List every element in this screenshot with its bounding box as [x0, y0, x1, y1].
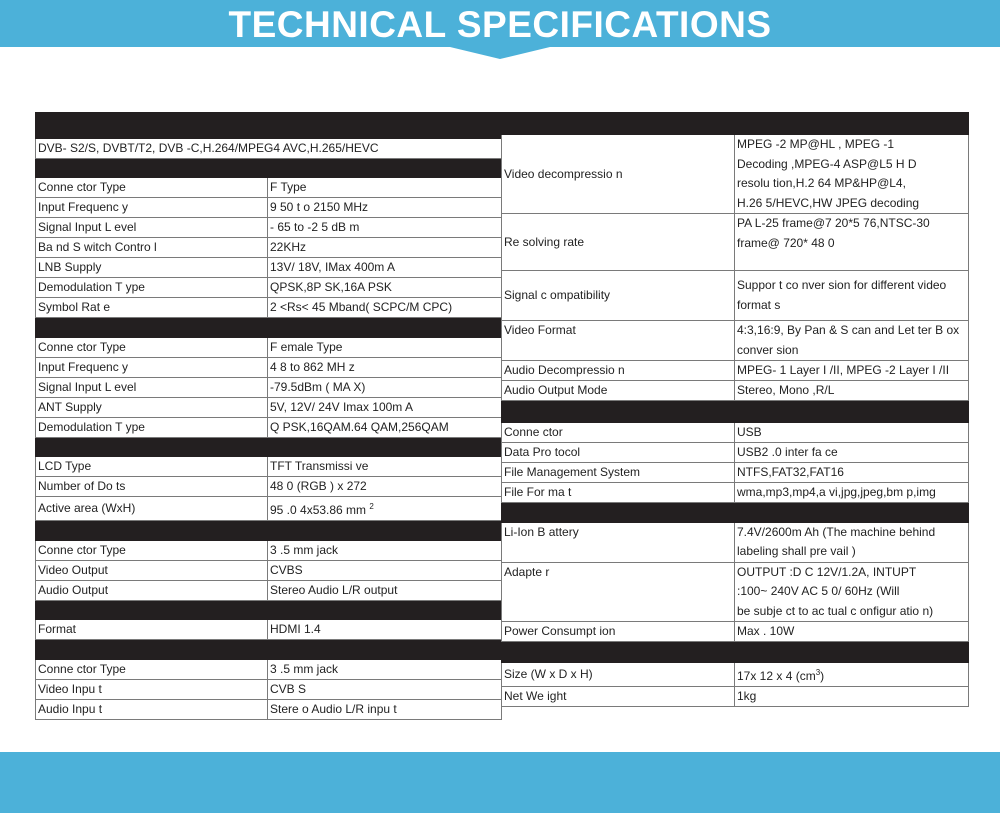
spec-value — [735, 321, 969, 361]
spec-value: - 65 to -2 5 dB m — [268, 218, 502, 238]
spec-row — [502, 271, 969, 321]
value-line: PA L-25 frame@7 20*5 76,NTSC-30 — [737, 216, 930, 230]
spec-label: Demodulation T ype — [36, 278, 268, 298]
value-line: :100~ 240V AC 5 0/ 60Hz (Will — [737, 584, 900, 598]
banner-pointer — [450, 47, 550, 59]
spec-value: USB2 .0 inter fa ce — [735, 443, 969, 463]
spec-label: Demodulation T ype — [36, 417, 268, 437]
unit-superscript: 2 — [369, 502, 374, 511]
left-spec-table — [35, 112, 502, 720]
spec-label: Signal Input L evel — [36, 218, 268, 238]
value-line: OUTPUT :D C 12V/1.2A, INTUPT — [737, 564, 917, 579]
section-header-lcd — [36, 437, 502, 457]
right-spec-table — [501, 112, 969, 707]
spec-label: Video decompressio n — [502, 135, 735, 214]
spec-row — [502, 321, 969, 361]
spec-row — [502, 687, 969, 707]
spec-value: 48 0 (RGB ) x 272 — [268, 477, 502, 497]
spec-label: File Management System — [502, 463, 735, 483]
spec-label: Data Pro tocol — [502, 443, 735, 463]
spec-value: 3 .5 mm jack — [268, 659, 502, 679]
spec-label: LCD Type — [36, 457, 268, 477]
right-spec-body — [502, 113, 969, 707]
page-title: TECHNICAL SPECIFICATIONS — [228, 4, 772, 45]
spec-label: Power Consumpt ion — [502, 622, 735, 642]
spec-label: Input Frequenc y — [36, 198, 268, 218]
spec-row — [36, 457, 502, 477]
spec-value: Stereo Audio L/R output — [268, 580, 502, 600]
spec-value: 13V/ 18V, IMax 400m A — [268, 258, 502, 278]
spec-row — [502, 423, 969, 443]
spec-value: Stere o Audio L/R inpu t — [268, 699, 502, 719]
spec-value: Stereo, Mono ,R/L — [735, 381, 969, 401]
spec-label: Li-Ion B attery — [502, 522, 735, 562]
spec-value: MPEG- 1 Layer I /II, MPEG -2 Layer I /II — [735, 361, 969, 381]
size-suffix: ) — [820, 669, 825, 683]
value-line: conver sion — [737, 342, 799, 357]
spec-label: Ba nd S witch Contro l — [36, 238, 268, 258]
system-standards: DVB- S2/S, DVBT/T2, DVB -C,H.264/MPEG4 AVC,H.265/HEVC — [36, 139, 502, 159]
spec-row — [36, 699, 502, 719]
spec-value: USB — [735, 423, 969, 443]
size-value: 17x 12 x 4 (cm — [737, 669, 816, 683]
spec-row — [36, 620, 502, 640]
spec-value: CVBS — [268, 560, 502, 580]
spec-label: Audio Decompressio n — [502, 361, 735, 381]
spec-label: Symbol Rat e — [36, 298, 268, 318]
spec-row — [502, 361, 969, 381]
spec-row-system — [36, 139, 502, 159]
spec-row — [502, 463, 969, 483]
spec-row — [36, 258, 502, 278]
spec-value — [735, 522, 969, 562]
spec-value: 2 <Rs< 45 Mband( SCPC/M CPC) — [268, 298, 502, 318]
spec-row — [36, 580, 502, 600]
spec-value — [735, 214, 969, 271]
spec-value: Max . 10W — [735, 622, 969, 642]
spec-row — [36, 659, 502, 679]
spec-label: Conne ctor Type — [36, 659, 268, 679]
spec-row — [36, 477, 502, 497]
spec-label: Video Output — [36, 560, 268, 580]
spec-row — [36, 218, 502, 238]
spec-label: Signal Input L evel — [36, 377, 268, 397]
spec-row — [36, 198, 502, 218]
value-line: Decoding ,MPEG-4 ASP@L5 H D — [737, 156, 917, 171]
spec-row — [36, 238, 502, 258]
spec-label: Format — [36, 620, 268, 640]
spec-label: Conne ctor Type — [36, 337, 268, 357]
spec-label: Conne ctor — [502, 423, 735, 443]
value-line: frame@ 720* 48 0 — [737, 235, 835, 250]
section-header-audio-video — [36, 521, 502, 541]
spec-value: 4 8 to 862 MH z — [268, 357, 502, 377]
spec-value: wma,mp3,mp4,a vi,jpg,jpeg,bm p,img — [735, 483, 969, 503]
spec-label: File For ma t — [502, 483, 735, 503]
spec-row — [36, 337, 502, 357]
section-header-terrestrial — [36, 318, 502, 338]
spec-label: Signal c ompatibility — [502, 271, 735, 321]
section-header-decoding — [502, 113, 969, 135]
spec-label: Active area (WxH) — [36, 497, 268, 521]
spec-value — [268, 497, 502, 521]
spec-row — [502, 483, 969, 503]
value-line: 4:3,16:9, By Pan & S can and Let ter B ox — [737, 323, 960, 337]
footer-band — [0, 752, 1000, 813]
spec-label: Input Frequenc y — [36, 357, 268, 377]
value-line: H.26 5/HEVC,HW JPEG decoding — [737, 195, 920, 210]
value-line: Suppor t co nver sion for different video — [737, 278, 947, 292]
spec-row — [502, 522, 969, 562]
value-line: 7.4V/2600m Ah (The machine behind — [737, 524, 936, 539]
left-spec-body — [36, 113, 502, 720]
spec-value: -79.5dBm ( MA X) — [268, 377, 502, 397]
section-header-satellite — [36, 159, 502, 178]
spec-label: Audio Inpu t — [36, 699, 268, 719]
spec-row — [502, 214, 969, 271]
spec-label: LNB Supply — [36, 258, 268, 278]
spec-label: Net We ight — [502, 687, 735, 707]
spec-value — [735, 135, 969, 214]
section-header-power — [502, 503, 969, 523]
section-header-physical — [502, 642, 969, 663]
spec-row — [502, 135, 969, 214]
spec-label: Audio Output Mode — [502, 381, 735, 401]
active-area-value: 95 .0 4x53.86 mm — [270, 503, 367, 517]
spec-label: Adapte r — [502, 562, 735, 622]
spec-row — [502, 381, 969, 401]
spec-label: Audio Output — [36, 580, 268, 600]
spec-row — [502, 443, 969, 463]
spec-row — [36, 278, 502, 298]
spec-label: ANT Supply — [36, 397, 268, 417]
spec-row — [502, 663, 969, 687]
spec-value: TFT Transmissi ve — [268, 457, 502, 477]
spec-value: QPSK,8P SK,16A PSK — [268, 278, 502, 298]
spec-label: Video Format — [502, 321, 735, 361]
spec-row — [36, 417, 502, 437]
spec-value: F emale Type — [268, 337, 502, 357]
spec-value: NTFS,FAT32,FAT16 — [735, 463, 969, 483]
spec-label: Re solving rate — [502, 214, 735, 271]
value-line: MPEG -2 MP@HL , MPEG -1 — [737, 137, 895, 151]
section-header-system — [36, 113, 502, 139]
spec-row — [36, 540, 502, 560]
section-header-usb — [502, 401, 969, 423]
spec-row — [36, 377, 502, 397]
value-line: resolu tion,H.2 64 MP&HP@L4, — [737, 176, 906, 190]
spec-label: Conne ctor Type — [36, 540, 268, 560]
spec-row — [502, 622, 969, 642]
spec-label: Video Inpu t — [36, 679, 268, 699]
spec-value: 22KHz — [268, 238, 502, 258]
spec-value: 9 50 t o 2150 MHz — [268, 198, 502, 218]
spec-value — [735, 663, 969, 687]
spec-value — [735, 271, 969, 321]
spec-row — [36, 679, 502, 699]
section-header-av-in — [36, 640, 502, 660]
section-header-hdmi — [36, 600, 502, 620]
value-line: labeling shall pre vail ) — [737, 544, 856, 558]
spec-row — [36, 560, 502, 580]
spec-row — [36, 397, 502, 417]
spec-label: Conne ctor Type — [36, 178, 268, 198]
unit-superscript: 3 — [815, 668, 821, 677]
spec-value: 1kg — [735, 687, 969, 707]
spec-row — [502, 562, 969, 622]
spec-value: F Type — [268, 178, 502, 198]
spec-value: Q PSK,16QAM.64 QAM,256QAM — [268, 417, 502, 437]
spec-value: CVB S — [268, 679, 502, 699]
value-line: be subje ct to ac tual c onfigur atio n) — [737, 603, 934, 618]
spec-value: 5V, 12V/ 24V Imax 100m A — [268, 397, 502, 417]
spec-row — [36, 357, 502, 377]
spec-value: HDMI 1.4 — [268, 620, 502, 640]
spec-row — [36, 178, 502, 198]
spec-value — [735, 562, 969, 622]
spec-value: 3 .5 mm jack — [268, 540, 502, 560]
spec-label: Number of Do ts — [36, 477, 268, 497]
value-line: format s — [737, 297, 781, 312]
spec-label: Size (W x D x H) — [502, 663, 735, 687]
spec-row — [36, 497, 502, 521]
spec-row — [36, 298, 502, 318]
